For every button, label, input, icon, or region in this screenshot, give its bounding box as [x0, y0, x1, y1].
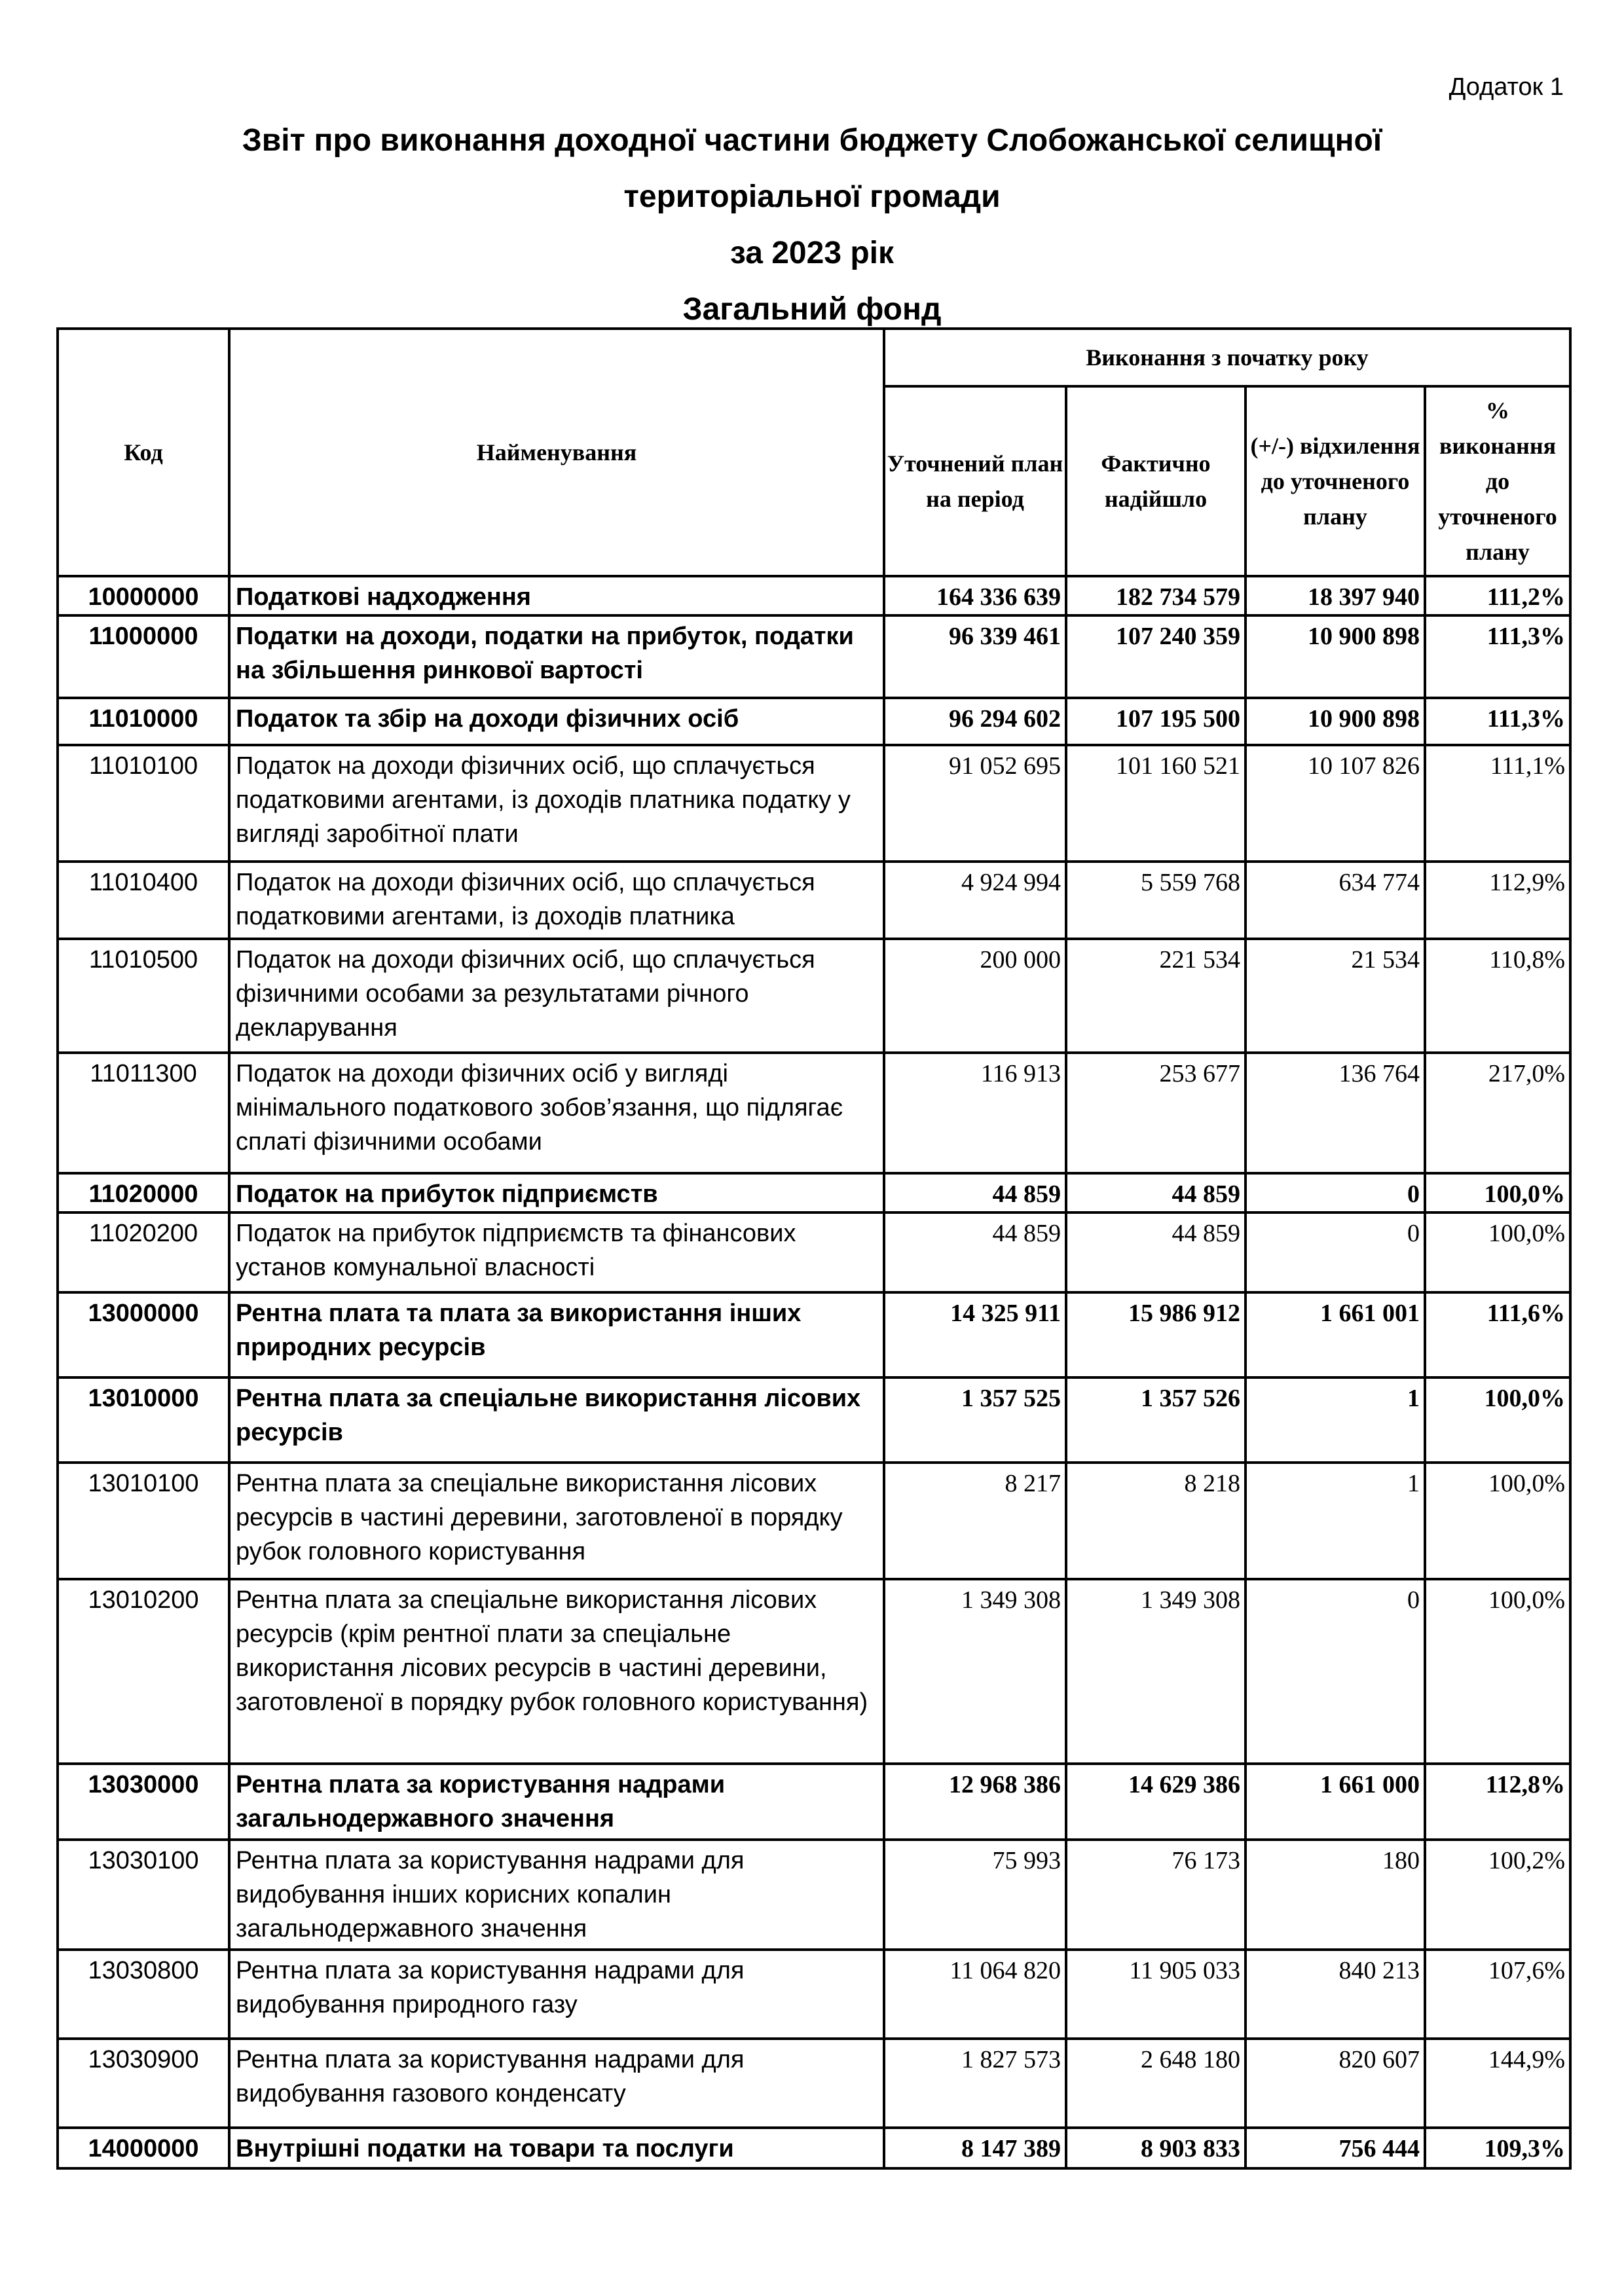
row-actual: 14 629 386 — [1066, 1764, 1246, 1840]
row-name: Внутрішні податки на товари та послуги — [229, 2128, 884, 2168]
row-percent: 107,6% — [1425, 1950, 1570, 2039]
row-name: Рентна плата за користування надрами для видобування природного газу — [229, 1950, 884, 2039]
row-percent: 144,9% — [1425, 2039, 1570, 2128]
row-actual: 8 903 833 — [1066, 2128, 1246, 2168]
title-line-3: за 2023 рік — [729, 236, 895, 270]
row-percent: 111,6% — [1425, 1292, 1570, 1377]
row-code: 11010000 — [58, 698, 229, 745]
row-code: 13000000 — [58, 1292, 229, 1377]
row-plan: 75 993 — [884, 1840, 1066, 1950]
row-name: Рентна плата за користування надрами загальнодержавного значення — [229, 1764, 884, 1840]
row-deviation: 1 661 000 — [1246, 1764, 1425, 1840]
header-code: Код — [58, 329, 229, 576]
table-row — [58, 2039, 1570, 2128]
row-code: 11010500 — [58, 939, 229, 1053]
row-name: Податок на прибуток підприємств — [229, 1173, 884, 1212]
row-name: Податки на доходи, податки на прибуток, податки на збільшення ринкової вартості — [229, 615, 884, 698]
row-actual: 1 349 308 — [1066, 1579, 1246, 1764]
row-percent: 111,3% — [1425, 698, 1570, 745]
row-actual: 1 357 526 — [1066, 1377, 1246, 1463]
row-actual: 44 859 — [1066, 1212, 1246, 1292]
row-deviation: 10 107 826 — [1246, 745, 1425, 862]
row-name: Рентна плата за спеціальне використання лісових ресурсів — [229, 1377, 884, 1463]
row-code: 13010200 — [58, 1579, 229, 1764]
table-body — [58, 576, 1570, 2168]
row-percent: 100,0% — [1425, 1377, 1570, 1463]
row-name: Рентна плата за спеціальне використання лісових ресурсів (крім рентної плати за спеціальне використання лісових ресурсів в частині деревини, заготовленої в порядку рубок головного користування) — [229, 1579, 884, 1764]
row-name: Податкові надходження — [229, 576, 884, 615]
row-actual: 107 240 359 — [1066, 615, 1246, 698]
table-row — [58, 1377, 1570, 1463]
row-percent: 112,9% — [1425, 862, 1570, 939]
row-code: 14000000 — [58, 2128, 229, 2168]
row-deviation: 0 — [1246, 1579, 1425, 1764]
row-deviation: 136 764 — [1246, 1053, 1425, 1173]
row-percent: 109,3% — [1425, 2128, 1570, 2168]
table-row — [58, 862, 1570, 939]
table-row — [58, 1292, 1570, 1377]
row-plan: 14 325 911 — [884, 1292, 1066, 1377]
row-plan: 4 924 994 — [884, 862, 1066, 939]
row-name: Рентна плата за користування надрами для видобування інших корисних копалин загальнодержавного значення — [229, 1840, 884, 1950]
row-code: 11020000 — [58, 1173, 229, 1212]
table-row — [58, 698, 1570, 745]
row-name: Податок на доходи фізичних осіб, що сплачується фізичними особами за результатами річного декларування — [229, 939, 884, 1053]
row-actual: 5 559 768 — [1066, 862, 1246, 939]
row-percent: 111,3% — [1425, 615, 1570, 698]
row-actual: 11 905 033 — [1066, 1950, 1246, 2039]
row-plan: 8 217 — [884, 1463, 1066, 1579]
row-name: Податок на прибуток підприємств та фінансових установ комунальної власності — [229, 1212, 884, 1292]
row-deviation: 18 397 940 — [1246, 576, 1425, 615]
row-actual: 8 218 — [1066, 1463, 1246, 1579]
row-deviation: 10 900 898 — [1246, 698, 1425, 745]
row-plan: 200 000 — [884, 939, 1066, 1053]
row-code: 13010000 — [58, 1377, 229, 1463]
row-plan: 44 859 — [884, 1212, 1066, 1292]
row-name: Податок на доходи фізичних осіб, що сплачується податковими агентами, із доходів платника податку у вигляді заробітної плати — [229, 745, 884, 862]
row-plan: 1 349 308 — [884, 1579, 1066, 1764]
row-deviation: 840 213 — [1246, 1950, 1425, 2039]
table-row — [58, 1764, 1570, 1840]
row-actual: 221 534 — [1066, 939, 1246, 1053]
row-percent: 111,2% — [1425, 576, 1570, 615]
row-actual: 182 734 579 — [1066, 576, 1246, 615]
title-line-2: територіальної громади — [623, 179, 1001, 214]
row-actual: 44 859 — [1066, 1173, 1246, 1212]
row-percent: 100,0% — [1425, 1212, 1570, 1292]
row-name: Рентна плата за спеціальне використання лісових ресурсів в частині деревини, заготовленої в порядку рубок головного користування — [229, 1463, 884, 1579]
table-row — [58, 1053, 1570, 1173]
table-row — [58, 2128, 1570, 2168]
row-plan: 8 147 389 — [884, 2128, 1066, 2168]
table-row — [58, 1579, 1570, 1764]
table-row — [58, 576, 1570, 615]
row-actual: 107 195 500 — [1066, 698, 1246, 745]
row-code: 11010100 — [58, 745, 229, 862]
row-code: 11010400 — [58, 862, 229, 939]
row-name: Рентна плата та плата за використання інших природних ресурсів — [229, 1292, 884, 1377]
row-deviation: 21 534 — [1246, 939, 1425, 1053]
row-percent: 100,0% — [1425, 1173, 1570, 1212]
row-code: 13030900 — [58, 2039, 229, 2128]
row-percent: 111,1% — [1425, 745, 1570, 862]
row-deviation: 10 900 898 — [1246, 615, 1425, 698]
row-name: Податок на доходи фізичних осіб у вигляді мінімального податкового зобов’язання, що підлягає сплаті фізичними особами — [229, 1053, 884, 1173]
row-actual: 15 986 912 — [1066, 1292, 1246, 1377]
row-code: 11011300 — [58, 1053, 229, 1173]
row-deviation: 820 607 — [1246, 2039, 1425, 2128]
table-row — [58, 1950, 1570, 2039]
header-deviation: (+/-) відхилення до уточненого плану — [1246, 386, 1425, 576]
row-plan: 44 859 — [884, 1173, 1066, 1212]
row-plan: 1 827 573 — [884, 2039, 1066, 2128]
row-plan: 11 064 820 — [884, 1950, 1066, 2039]
title-line-4: Загальний фонд — [682, 292, 942, 327]
table-row — [58, 939, 1570, 1053]
table-row — [58, 1463, 1570, 1579]
row-deviation: 0 — [1246, 1212, 1425, 1292]
header-plan: Уточнений план на період — [884, 386, 1066, 576]
row-percent: 110,8% — [1425, 939, 1570, 1053]
row-deviation: 180 — [1246, 1840, 1425, 1950]
row-plan: 96 294 602 — [884, 698, 1066, 745]
row-plan: 116 913 — [884, 1053, 1066, 1173]
row-actual: 76 173 — [1066, 1840, 1246, 1950]
row-code: 11000000 — [58, 615, 229, 698]
row-name: Рентна плата за користування надрами для видобування газового конденсату — [229, 2039, 884, 2128]
header-name: Найменування — [229, 329, 884, 576]
table-row — [58, 1212, 1570, 1292]
table-header — [58, 329, 1570, 576]
row-code: 10000000 — [58, 576, 229, 615]
row-code: 11020200 — [58, 1212, 229, 1292]
row-deviation: 1 661 001 — [1246, 1292, 1425, 1377]
row-percent: 100,0% — [1425, 1579, 1570, 1764]
row-percent: 100,2% — [1425, 1840, 1570, 1950]
table-row — [58, 745, 1570, 862]
title-line-1: Звіт про виконання доходної частини бюджету Слобожанської селищної — [242, 123, 1382, 158]
row-percent: 217,0% — [1425, 1053, 1570, 1173]
row-percent: 100,0% — [1425, 1463, 1570, 1579]
row-plan: 96 339 461 — [884, 615, 1066, 698]
appendix-label: Додаток 1 — [1449, 73, 1564, 101]
row-percent: 112,8% — [1425, 1764, 1570, 1840]
table-row — [58, 1840, 1570, 1950]
row-plan: 91 052 695 — [884, 745, 1066, 862]
row-code: 13030800 — [58, 1950, 229, 2039]
header-execution-group: Виконання з початку року — [884, 329, 1570, 386]
row-plan: 164 336 639 — [884, 576, 1066, 615]
row-plan: 12 968 386 — [884, 1764, 1066, 1840]
revenue-table — [56, 327, 1572, 2170]
row-deviation: 1 — [1246, 1463, 1425, 1579]
row-code: 13030000 — [58, 1764, 229, 1840]
row-actual: 101 160 521 — [1066, 745, 1246, 862]
header-actual: Фактично надійшло — [1066, 386, 1246, 576]
table-row — [58, 1173, 1570, 1212]
row-deviation: 756 444 — [1246, 2128, 1425, 2168]
header-percent: % виконання до уточненого плану — [1425, 386, 1570, 576]
row-plan: 1 357 525 — [884, 1377, 1066, 1463]
row-code: 13030100 — [58, 1840, 229, 1950]
row-deviation: 1 — [1246, 1377, 1425, 1463]
row-deviation: 634 774 — [1246, 862, 1425, 939]
row-actual: 253 677 — [1066, 1053, 1246, 1173]
row-actual: 2 648 180 — [1066, 2039, 1246, 2128]
row-name: Податок та збір на доходи фізичних осіб — [229, 698, 884, 745]
report-title — [0, 113, 1624, 338]
row-code: 13010100 — [58, 1463, 229, 1579]
row-deviation: 0 — [1246, 1173, 1425, 1212]
row-name: Податок на доходи фізичних осіб, що сплачується податковими агентами, із доходів платника — [229, 862, 884, 939]
table-row — [58, 615, 1570, 698]
